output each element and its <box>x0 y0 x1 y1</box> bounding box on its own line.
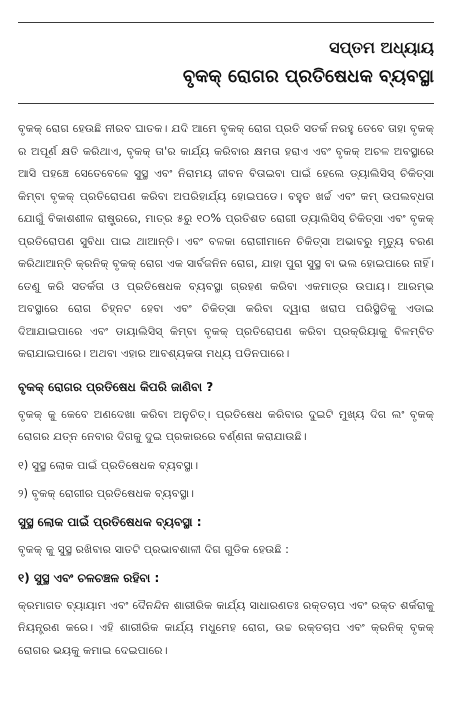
section-heading-how-to-prevent: ବୃକକ୍ ରୋଗର ପ୍ରତିଷେଧ କିପରି ଜାଣିବା ? <box>18 379 214 394</box>
list-item: ୧) ସୁସ୍ଥ ଲୋକ ପାଇଁ ପ୍ରତିଷେଧକ ବ୍ୟବସ୍ଥା। <box>18 458 199 472</box>
section-body-how-to-prevent: ବୃକକ୍ କୁ କେବେ ଅଣଦେଖା କରିବା ଅନୁଚିତ୍। ପ୍ରତିଷେଧ କରିବାର ଦୁଇଟି ମୁଖ୍ୟ ଦିଗ ଲଂ ବୃକକ୍ ରୋଗର ଯତ୍ନ ନେବାର ଦିଗକୁ ଦୁଇ ପ୍ରକାରରେ ବର୍ଣ୍ଣନା କରାଯାଉଛି। <box>18 407 434 443</box>
section-heading-healthy-people: ସୁସ୍ଥ ଲୋକ ପାଇଁ ପ୍ରତିଷେଧକ ବ୍ୟବସ୍ଥା : <box>18 514 202 529</box>
header-bottom-rule <box>18 103 434 104</box>
section-body-healthy-people: ବୃକକ୍ କୁ ସୁସ୍ଥ ରଖିବାର ସାତଟି ପ୍ରଭାବଶାଳୀ ଦିଗ ଗୁଡିକ ହେଉଛି : <box>18 542 289 556</box>
intro-paragraph: ବୃକକ୍ ରୋଗ ହେଉଛି ନୀରବ ଘାତକ। ଯଦି ଆମେ ବୃକକ୍ ରୋଗ ପ୍ରତି ସତର୍କ ନରହୁ ତେବେ ତାହା ବୃକକ୍ ର ଅପୂର୍ଣ କ୍ଷତି କରିଥାଏ, ବୃକକ୍ ତା'ର କାର୍ଯ୍ୟ କରିବାର କ୍ଷମତା ହରାଏ ଏବଂ ବୃକକ୍ ଅଚଳ ଅବସ୍ଥାରେ ଆସି ପହଞ୍ଚେ ସେତେବେଳେ ସୁସ୍ଥ ଏବଂ ନିରାମୟ ଜୀବନ ବିତାଇବା ପାଇଁ ହେଲେ ଡ୍ୟାଲିସିସ୍ ଚିକିତ୍ସା କିମ୍ବା ବୃକକ୍ ପ୍ରତିରୋପଣ କରିବା ଅପରିହାର୍ଯ୍ୟ ହୋଇପଡେ। ବହୁତ ଖର୍ଚ୍ଚ ଏବଂ କମ୍ ଉପଲବ୍ଧତା ଯୋଗୁଁ ବିକାଶଶୀଳ ରାଷ୍ଟ୍ରରେ, ମାତ୍ର ୫ରୁ ୧୦% ପ୍ରତିଶତ ରୋଗୀ ଡ୍ୟାଲିସିସ୍ ଚିକିତ୍ସା ଏବଂ ବୃକକ୍ ପ୍ରତିରୋପଣ ସୁବିଧା ପାଇ ଥାଆନ୍ତି। ଏବଂ ବଳକା ରୋଗୀମାନେ ଚିକିତ୍ସା ଅଭାବରୁ ମୃତ୍ୟୁ ବରଣ କରିଥାଆନ୍ତି କ୍ରନିକ୍ ବୃକକ୍ ରୋଗ ଏକ ସାର୍ବଜନିନ ରୋଗ, ଯାହା ପୁରା ସୁସ୍ଥ ବା ଭଲ ହୋଇପାରେ ନାହିଁ। ତେଣୁ କରି ସତର୍କତା ଓ ପ୍ରତିଷେଧକ ବ୍ୟବସ୍ଥା ଗ୍ରହଣ କରିବା ଏକମାତ୍ର ଉପାୟ। ଆରମ୍ଭ ଅବସ୍ଥାରେ ରୋଗ ଚିହ୍ନଟ ହେବା ଏବଂ ଚିକିତ୍ସା କରିବା ଦ୍ୱାରା ଖରାପ ପରିସ୍ଥିତିକୁ ଏଡାଇ ଦିଆଯାଇପାରେ ଏବଂ ଡାୟାଲିସିସ୍ କିମ୍ବା ବୃକକ୍ ପ୍ରତିରୋପଣ କରିବା ପ୍ରକ୍ରିୟାକୁ ବିଳମ୍ବିତ କରାଯାଇପାରେ। ଅଥବା ଏହାର ଆବଶ୍ୟକତା ମଧ୍ୟ ପଡିନପାରେ। <box>18 122 434 360</box>
chapter-title: ବୃକକ୍ ରୋଗର ପ୍ରତିଷେଧକ ବ୍ୟବସ୍ଥା <box>182 66 434 87</box>
section-body-stay-active: କ୍ରମାଗତ ବ୍ୟାୟାମ ଏବଂ ଦୈନନ୍ଦିନ ଶାରୀରିକ କାର୍ଯ୍ୟ ସାଧାରଣତଃ ରକ୍ତଚାପ ଏବଂ ରକ୍ତ ଶର୍କରାକୁ ନିୟନ୍ତ୍ରଣ କରେ। ଏହି ଶାରୀରିକ କାର୍ଯ୍ୟ ମଧୁମେହ ରୋଗ, ଉଚ୍ଚ ରକ୍ତଚାପ ଏବଂ କ୍ରନିକ୍ ବୃକକ୍ ରୋଗର ଭୟକୁ କମାଇ ଦେଇପାରେ। <box>18 598 434 657</box>
top-rule <box>18 22 434 23</box>
chapter-number: ସପ୍ତମ ଅଧ୍ୟାୟ <box>329 38 434 57</box>
list-item: ୨) ବୃକକ୍ ରୋଗୀର ପ୍ରତିଷେଧକ ବ୍ୟବସ୍ଥା। <box>18 486 195 500</box>
section-heading-stay-active: ୧) ସୁସ୍ଥ ଏବଂ ଚଳଚଞ୍ଚଳ ରହିବା : <box>18 570 160 585</box>
chapter-header <box>18 37 434 91</box>
chapter-content <box>18 118 434 662</box>
